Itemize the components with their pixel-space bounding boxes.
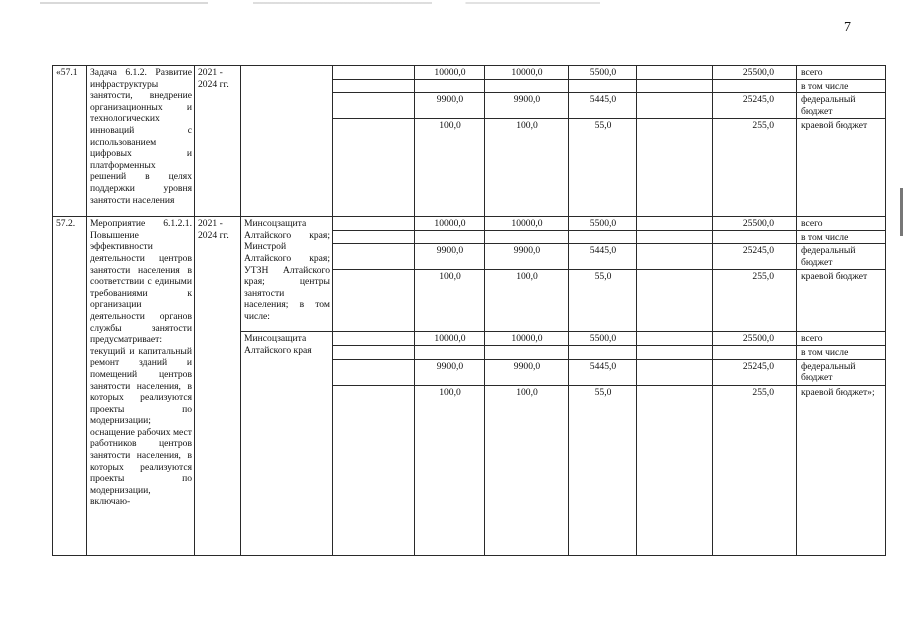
empty-cell xyxy=(333,332,415,346)
measure-name: Мероприятие 6.1.2.1. Повышение эффективности деятельности центров занятости населения в соответствии с едиными требованиями к организации деятельности органов службы занятости предусматривает: текущий и капитальный ремонт зданий и помещений центров занятости населения, в которых реализуются проекты по модернизации; оснащение рабочих мест работников центров занятости населения, в которых реализуются проекты по модернизации, включаю- xyxy=(87,217,195,555)
funding-source: всего xyxy=(797,66,886,80)
total-cell: 25500,0 xyxy=(713,66,797,80)
empty-cell xyxy=(637,270,713,332)
value-cell: 10000,0 xyxy=(415,217,485,231)
total-cell: 25245,0 xyxy=(713,359,797,385)
table-row xyxy=(53,217,886,231)
empty-cell xyxy=(333,345,415,359)
total-cell: 255,0 xyxy=(713,119,797,217)
total-cell xyxy=(713,230,797,244)
value-cell: 5500,0 xyxy=(569,217,637,231)
empty-cell xyxy=(637,385,713,555)
value-cell: 10000,0 xyxy=(485,332,569,346)
executors: Минсоцзащита Алтайского края; Минстрой Алтайского края; УТЗН Алтайского края; центры занятости населения; в том числе: xyxy=(241,217,333,332)
empty-cell xyxy=(637,345,713,359)
value-cell: 5445,0 xyxy=(569,359,637,385)
empty-cell xyxy=(333,244,415,270)
empty-cell xyxy=(333,217,415,231)
empty-cell xyxy=(333,66,415,80)
total-cell: 25500,0 xyxy=(713,332,797,346)
value-cell: 5445,0 xyxy=(569,244,637,270)
value-cell xyxy=(485,79,569,93)
empty-cell xyxy=(333,79,415,93)
task-name: Задача 6.1.2. Развитие инфраструктуры занятости, внедрение организационных и технологических инноваций с использованием цифровых и платформенных решений в целях поддержки уровня занятости населения xyxy=(87,66,195,217)
value-cell xyxy=(569,79,637,93)
value-cell: 100,0 xyxy=(415,270,485,332)
empty-cell xyxy=(637,359,713,385)
funding-source: всего xyxy=(797,332,886,346)
value-cell: 5500,0 xyxy=(569,66,637,80)
empty-cell xyxy=(333,385,415,555)
value-cell xyxy=(415,79,485,93)
value-cell: 9900,0 xyxy=(485,244,569,270)
value-cell xyxy=(485,345,569,359)
empty-cell xyxy=(333,230,415,244)
value-cell: 5500,0 xyxy=(569,332,637,346)
total-cell: 25245,0 xyxy=(713,244,797,270)
empty-cell xyxy=(637,217,713,231)
value-cell: 9900,0 xyxy=(415,359,485,385)
value-cell: 100,0 xyxy=(415,385,485,555)
value-cell: 10000,0 xyxy=(485,217,569,231)
value-cell: 10000,0 xyxy=(415,332,485,346)
funding-source: всего xyxy=(797,217,886,231)
value-cell: 5445,0 xyxy=(569,93,637,119)
value-cell: 100,0 xyxy=(485,385,569,555)
funding-source: федеральный бюджет xyxy=(797,93,886,119)
funding-source: краевой бюджет xyxy=(797,119,886,217)
empty-cell xyxy=(637,230,713,244)
empty-cell xyxy=(333,93,415,119)
empty-cell xyxy=(637,93,713,119)
value-cell xyxy=(415,345,485,359)
period: 2021 - 2024 гг. xyxy=(195,66,241,217)
value-cell xyxy=(569,345,637,359)
executors xyxy=(241,66,333,217)
value-cell: 9900,0 xyxy=(485,93,569,119)
empty-cell xyxy=(333,119,415,217)
funding-source: федеральный бюджет xyxy=(797,244,886,270)
value-cell: 55,0 xyxy=(569,119,637,217)
value-cell: 9900,0 xyxy=(485,359,569,385)
empty-cell xyxy=(333,270,415,332)
value-cell: 10000,0 xyxy=(415,66,485,80)
total-cell: 255,0 xyxy=(713,270,797,332)
table-row xyxy=(53,66,886,80)
total-cell: 25245,0 xyxy=(713,93,797,119)
funding-source: в том числе xyxy=(797,345,886,359)
total-cell xyxy=(713,345,797,359)
value-cell: 10000,0 xyxy=(485,66,569,80)
value-cell: 9900,0 xyxy=(415,244,485,270)
scan-edge-mark xyxy=(900,188,903,236)
value-cell: 100,0 xyxy=(415,119,485,217)
row-number: 57.2. xyxy=(53,217,87,555)
value-cell: 9900,0 xyxy=(415,93,485,119)
empty-cell xyxy=(637,332,713,346)
value-cell: 55,0 xyxy=(569,385,637,555)
value-cell: 100,0 xyxy=(485,119,569,217)
page-number: 7 xyxy=(844,20,851,35)
value-cell xyxy=(415,230,485,244)
value-cell: 100,0 xyxy=(485,270,569,332)
funding-source: в том числе xyxy=(797,230,886,244)
value-cell xyxy=(485,230,569,244)
row-number: «57.1 xyxy=(53,66,87,217)
executors: Минсоцзащита Алтайского края xyxy=(241,332,333,555)
empty-cell xyxy=(637,79,713,93)
empty-cell xyxy=(637,66,713,80)
period: 2021 - 2024 гг. xyxy=(195,217,241,555)
total-cell: 25500,0 xyxy=(713,217,797,231)
value-cell xyxy=(569,230,637,244)
total-cell: 255,0 xyxy=(713,385,797,555)
total-cell xyxy=(713,79,797,93)
value-cell: 55,0 xyxy=(569,270,637,332)
program-table xyxy=(52,65,886,556)
empty-cell xyxy=(637,119,713,217)
empty-cell xyxy=(333,359,415,385)
empty-cell xyxy=(637,244,713,270)
funding-source: в том числе xyxy=(797,79,886,93)
funding-source: краевой бюджет xyxy=(797,270,886,332)
scan-artifact xyxy=(40,2,600,4)
funding-source: федеральный бюджет xyxy=(797,359,886,385)
funding-source: краевой бюджет»; xyxy=(797,385,886,555)
